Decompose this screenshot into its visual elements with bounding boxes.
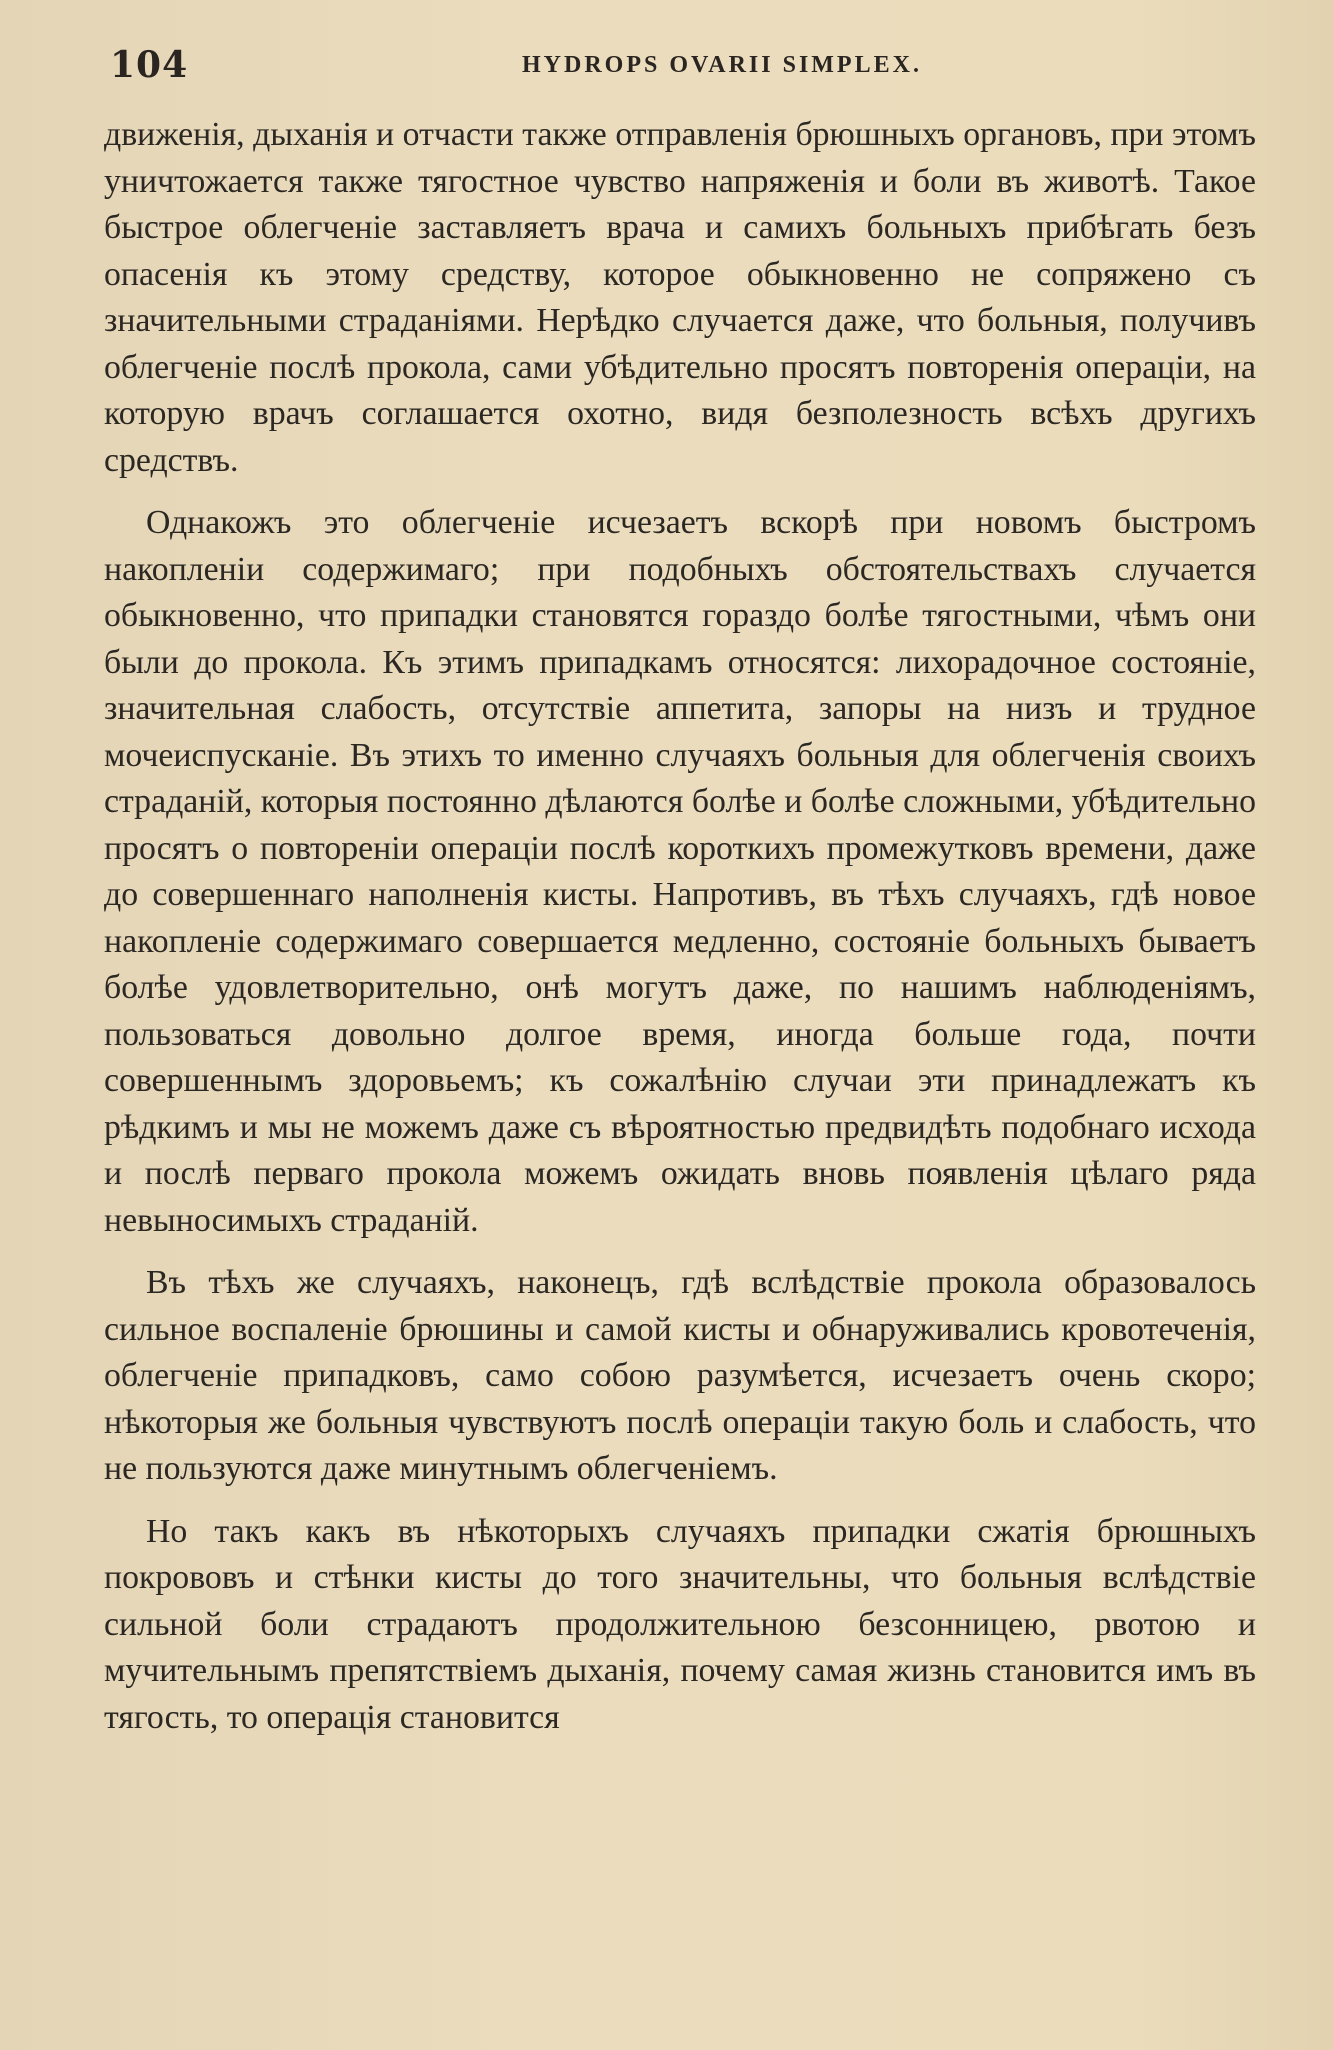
page-header [110,44,1260,94]
running-title: HYDROPS OVARII SIMPLEX. [522,52,922,78]
paragraph-1: движенія, дыханія и отчасти также отправленія брюшныхъ органовъ, при этомъ уничтожается также тягостное чувство напряженія и боли въ животѣ. Такое быстрое облегченіе заставляетъ врача и самихъ больныхъ прибѣгать безъ опасенія къ этому средству, которое обыкновенно не сопряжено съ значительными страданіями. Нерѣдко случается даже, что больныя, получивъ облегченіе послѣ прокола, сами убѣдительно просятъ повторенія операціи, на которую врачъ соглашается охотно, видя безполезность всѣхъ другихъ средствъ. [104,116,1256,479]
paragraph-2: Однакожъ это облегченіе исчезаетъ вскорѣ при новомъ быстромъ накопленіи содержимаго; при подобныхъ обстоятельствахъ случается обыкновенно, что припадки становятся гораздо болѣе тягостными, чѣмъ они были до прокола. Къ этимъ припадкамъ относятся: лихорадочное состояніе, значительная слабость, отсутствіе аппетита, запоры на низъ и трудное мочеиспусканіе. Въ этихъ то именно случаяхъ больныя для облегченія своихъ страданій, которыя постоянно дѣлаются болѣе и болѣе сложными, убѣдительно просятъ о повтореніи операціи послѣ короткихъ промежутковъ времени, даже до совершеннаго наполненія кисты. Напротивъ, въ тѣхъ случаяхъ, гдѣ новое накопленіе содержимаго совершается медленно, состояніе больныхъ бываетъ болѣе удовлетворительно, онѣ могутъ даже, по нашимъ наблюденіямъ, пользоваться довольно долгое время, иногда больше года, почти совершеннымъ здоровьемъ; къ сожалѣнію случаи эти принадлежатъ къ рѣдкимъ и мы не можемъ даже съ вѣроятностью предвидѣть подобнаго исхода и послѣ перваго прокола можемъ ожидать вновь появленія цѣлаго ряда невыносимыхъ страданій. [104,504,1256,1239]
body-text [104,112,1256,1741]
paragraph-4: Но такъ какъ въ нѣкоторыхъ случаяхъ припадки сжатія брюшныхъ покрововъ и стѣнки кисты до того значительны, что больныя вслѣдствіе сильной боли страдаютъ продолжительною безсонницею, рвотою и мучительнымъ препятствіемъ дыханія, почему самая жизнь становится имъ въ тягость, то операція становится [104,1512,1256,1736]
page-number: 104 [110,44,189,86]
paragraph-3: Въ тѣхъ же случаяхъ, наконецъ, гдѣ вслѣдствіе прокола образовалось сильное воспаленіе брюшины и самой кисты и обнаруживались кровотеченія, облегченіе припадковъ, само собою разумѣется, исчезаетъ очень скоро; нѣкоторыя же больныя чувствуютъ послѣ операціи такую боль и слабость, что не пользуются даже минутнымъ облегченіемъ. [104,1264,1256,1487]
